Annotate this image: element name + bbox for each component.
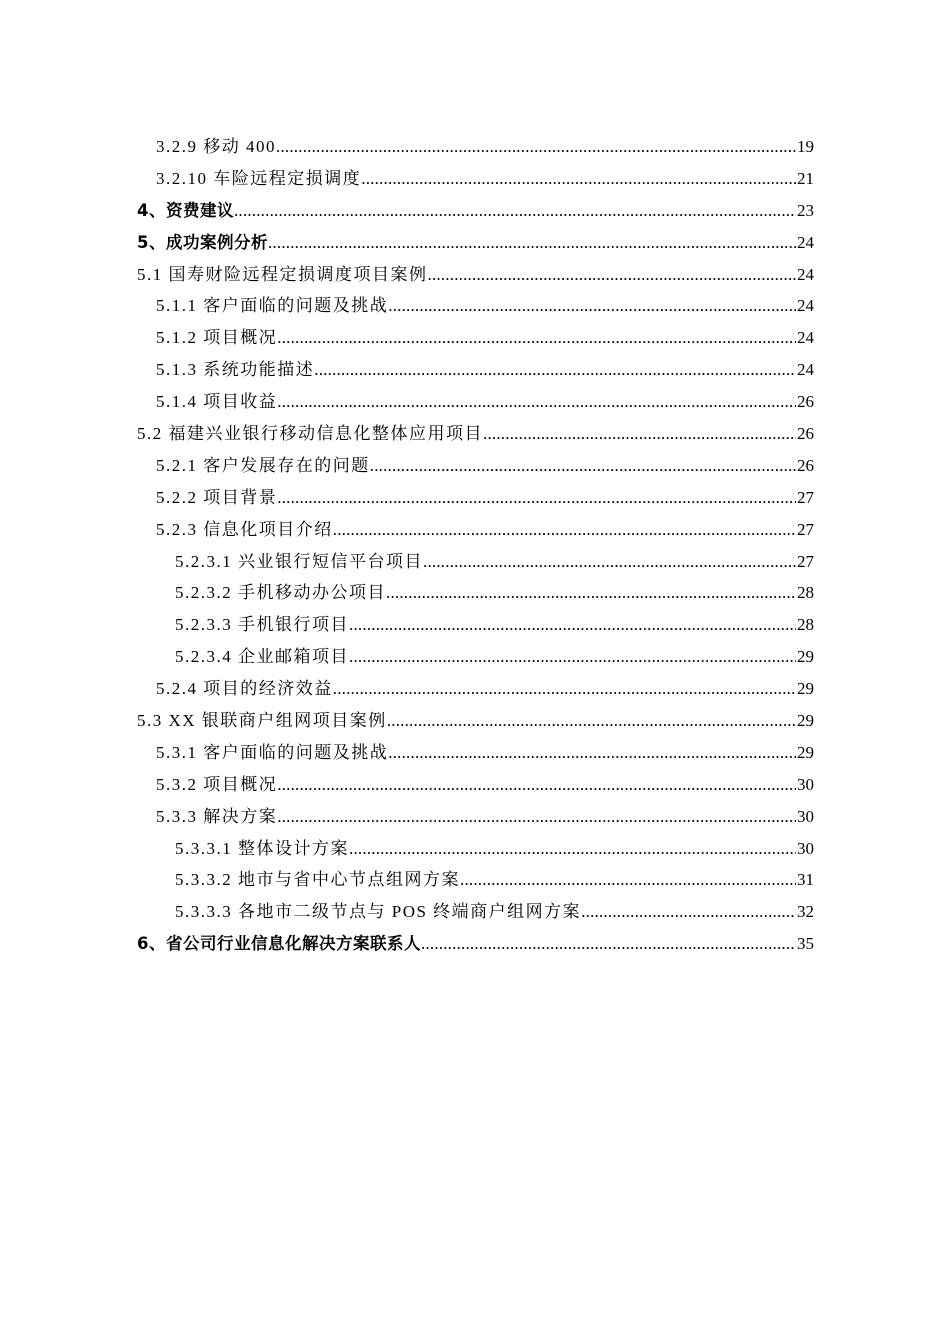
toc-entry[interactable] bbox=[137, 769, 814, 801]
toc-entry-title: 6、省公司行业信息化解决方案联系人 bbox=[137, 934, 421, 954]
toc-dot-leader bbox=[387, 705, 796, 737]
toc-entry[interactable] bbox=[137, 386, 814, 418]
toc-entry-title: 5.1.3 系统功能描述 bbox=[156, 360, 315, 380]
toc-entry-title: 5.2.1 客户发展存在的问题 bbox=[156, 455, 370, 475]
toc-dot-leader bbox=[421, 928, 796, 960]
toc-entry[interactable] bbox=[137, 577, 814, 609]
toc-dot-leader bbox=[277, 322, 796, 354]
toc-entry[interactable] bbox=[137, 833, 814, 865]
toc-page-number: 21 bbox=[797, 168, 814, 188]
toc-entry-title: 5.2.3.3 手机银行项目 bbox=[175, 615, 349, 635]
toc-dot-leader bbox=[277, 769, 796, 801]
toc-dot-leader bbox=[581, 896, 796, 928]
toc-dot-leader bbox=[370, 450, 796, 482]
toc-page-number: 32 bbox=[797, 902, 814, 922]
toc-entry[interactable] bbox=[137, 450, 814, 482]
toc-entry-title: 5.2 福建兴业银行移动信息化整体应用项目 bbox=[137, 424, 483, 444]
toc-entry-title: 5.3.1 客户面临的问题及挑战 bbox=[156, 742, 389, 762]
toc-page-number: 28 bbox=[797, 615, 814, 635]
toc-entry-title: 5.1 国寿财险远程定损调度项目案例 bbox=[137, 264, 428, 284]
toc-entry-title: 3.2.9 移动 400 bbox=[156, 137, 276, 156]
toc-entry-title: 5.2.3.4 企业邮箱项目 bbox=[175, 647, 349, 667]
toc-entry-title: 5.1.2 项目概况 bbox=[156, 328, 278, 348]
toc-page-number: 27 bbox=[797, 551, 814, 571]
toc-page-number: 27 bbox=[797, 487, 814, 507]
toc-entry-title: 5.3 XX 银联商户组网项目案例 bbox=[137, 711, 387, 731]
toc-entry-title: 5.2.3.1 兴业银行短信平台项目 bbox=[175, 551, 423, 571]
toc-entry[interactable] bbox=[137, 673, 814, 705]
toc-entry-title: 5.2.3 信息化项目介绍 bbox=[156, 519, 333, 539]
toc-entry[interactable] bbox=[137, 195, 814, 227]
toc-page-number: 26 bbox=[797, 455, 814, 475]
toc-entry[interactable] bbox=[137, 864, 814, 896]
toc-dot-leader bbox=[268, 227, 796, 259]
toc-dot-leader bbox=[386, 577, 796, 609]
toc-entry[interactable] bbox=[137, 641, 814, 673]
toc-entry[interactable] bbox=[137, 896, 814, 928]
toc-entry[interactable] bbox=[137, 131, 814, 163]
toc-entry[interactable] bbox=[137, 163, 814, 195]
toc-page-number: 29 bbox=[797, 647, 814, 667]
toc-page-number: 24 bbox=[797, 296, 814, 316]
toc-page-number: 35 bbox=[797, 934, 814, 954]
toc-entry[interactable] bbox=[137, 354, 814, 386]
toc-entry-title: 5、成功案例分析 bbox=[137, 232, 268, 252]
toc-dot-leader bbox=[483, 418, 796, 450]
toc-entry[interactable] bbox=[137, 737, 814, 769]
toc-entry-title: 5.3.3.3 各地市二级节点与 POS 终端商户组网方案 bbox=[175, 902, 582, 922]
toc-entry-title: 5.3.3 解决方案 bbox=[156, 806, 278, 826]
toc-page-number: 28 bbox=[797, 583, 814, 603]
toc-dot-leader bbox=[428, 259, 797, 291]
toc-page-number: 31 bbox=[797, 870, 814, 890]
toc-dot-leader bbox=[333, 514, 796, 546]
toc-dot-leader bbox=[277, 801, 796, 833]
toc-page-number: 27 bbox=[797, 519, 814, 539]
toc-page-number: 19 bbox=[797, 137, 814, 156]
toc-entry-title: 5.3.3.2 地市与省中心节点组网方案 bbox=[175, 870, 460, 890]
toc-dot-leader bbox=[349, 609, 796, 641]
toc-page-number: 29 bbox=[797, 742, 814, 762]
toc-dot-leader bbox=[277, 386, 796, 418]
toc-entry[interactable] bbox=[137, 546, 814, 578]
toc-page-number: 24 bbox=[797, 360, 814, 380]
toc-dot-leader bbox=[234, 195, 796, 227]
toc-entry[interactable] bbox=[137, 259, 814, 291]
toc-dot-leader bbox=[277, 482, 796, 514]
toc-page-number: 29 bbox=[797, 679, 814, 699]
toc-entry[interactable] bbox=[137, 928, 814, 960]
toc-page-number: 26 bbox=[797, 392, 814, 412]
toc-dot-leader bbox=[388, 290, 796, 322]
toc-page-number: 24 bbox=[797, 328, 814, 348]
toc-dot-leader bbox=[460, 864, 796, 896]
toc-entry[interactable] bbox=[137, 227, 814, 259]
toc-page-number: 24 bbox=[797, 264, 814, 284]
toc-dot-leader bbox=[314, 354, 796, 386]
toc-dot-leader bbox=[349, 641, 796, 673]
toc-entry[interactable] bbox=[137, 609, 814, 641]
toc-page-number: 24 bbox=[797, 232, 814, 252]
toc-dot-leader bbox=[423, 546, 796, 578]
toc-entry-title: 5.3.2 项目概况 bbox=[156, 774, 278, 794]
toc-page-number: 30 bbox=[797, 774, 814, 794]
toc-entry-title: 5.1.1 客户面临的问题及挑战 bbox=[156, 296, 389, 316]
toc-entry-title: 5.1.4 项目收益 bbox=[156, 392, 278, 412]
toc-page-number: 30 bbox=[797, 838, 814, 858]
toc-entry[interactable] bbox=[137, 801, 814, 833]
toc-page-number: 30 bbox=[797, 806, 814, 826]
toc-entry[interactable] bbox=[137, 705, 814, 737]
toc-entry[interactable] bbox=[137, 322, 814, 354]
toc-dot-leader bbox=[388, 737, 796, 769]
toc-entry[interactable] bbox=[137, 418, 814, 450]
toc-dot-leader bbox=[276, 131, 796, 163]
toc-entry-title: 4、资费建议 bbox=[137, 200, 234, 220]
toc-entry-title: 5.3.3.1 整体设计方案 bbox=[175, 838, 349, 858]
toc-entry[interactable] bbox=[137, 482, 814, 514]
toc-page-number: 26 bbox=[797, 424, 814, 444]
toc-entry-title: 5.2.4 项目的经济效益 bbox=[156, 679, 333, 699]
toc-dot-leader bbox=[349, 833, 796, 865]
toc-page-number: 23 bbox=[797, 200, 814, 220]
toc-page-number: 29 bbox=[797, 711, 814, 731]
toc-entry-title: 3.2.10 车险远程定损调度 bbox=[156, 168, 362, 188]
toc-entry-title: 5.2.2 项目背景 bbox=[156, 487, 278, 507]
table-of-contents bbox=[137, 131, 814, 960]
toc-entry[interactable] bbox=[137, 514, 814, 546]
toc-entry[interactable] bbox=[137, 290, 814, 322]
toc-dot-leader bbox=[361, 163, 796, 195]
toc-dot-leader bbox=[333, 673, 796, 705]
toc-entry-title: 5.2.3.2 手机移动办公项目 bbox=[175, 583, 386, 603]
